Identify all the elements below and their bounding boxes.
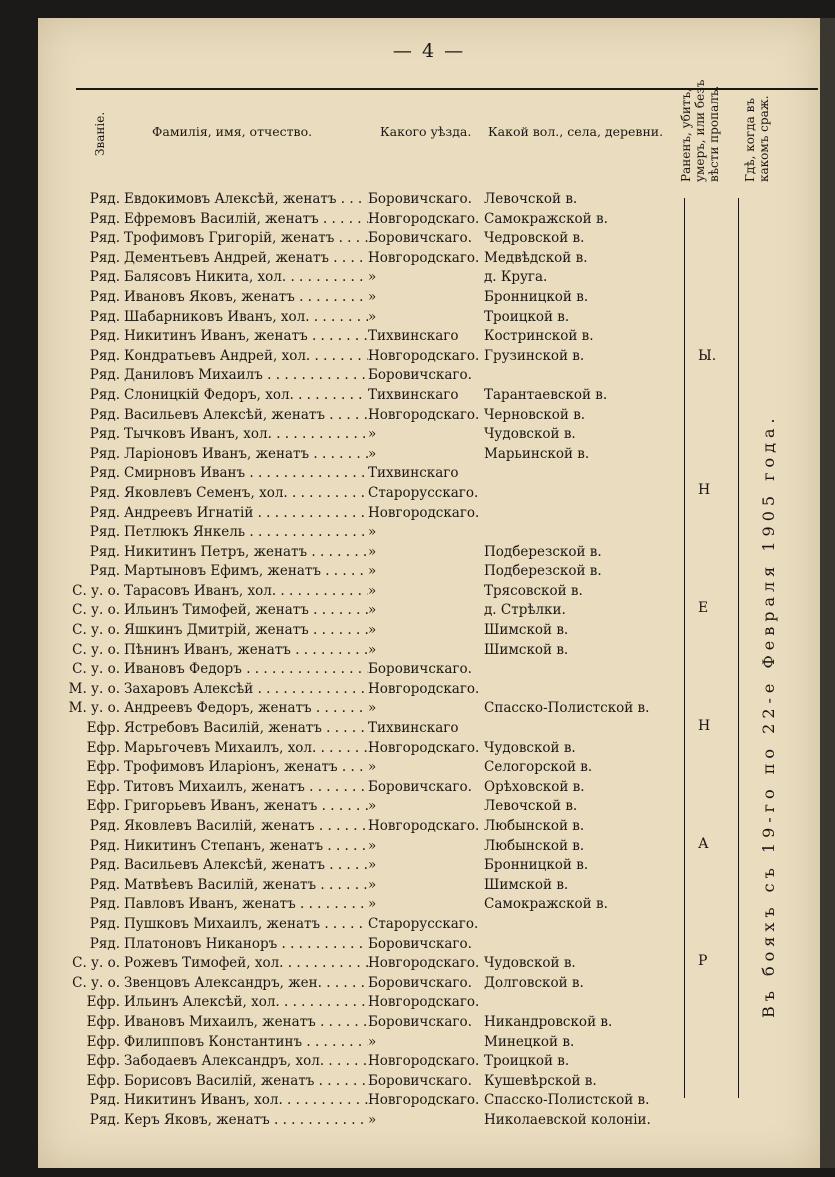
casualty-list: [38, 190, 820, 1131]
header-where-2: какомъ сраж.: [757, 95, 771, 182]
list-row: [38, 778, 820, 798]
row-rank: Ряд.: [89, 328, 120, 345]
row-uezd: »: [368, 700, 377, 717]
list-row: [38, 445, 820, 465]
header-where-1: Гдѣ, когда въ: [743, 98, 757, 182]
row-rank: М. у. о.: [68, 700, 120, 717]
row-uezd: Новгородскаго.: [368, 1092, 480, 1109]
row-name: Ефремовъ Василій, женатъ . . .: [124, 210, 368, 230]
row-name: Трофимовъ Григорій, женатъ . . .: [124, 229, 368, 249]
row-rank: Ефр.: [86, 1013, 120, 1030]
row-name: Титовъ Михаилъ, женатъ . . .: [124, 778, 368, 798]
header-rank: Званіе.: [93, 111, 107, 156]
row-uezd: »: [368, 896, 377, 913]
list-row: [38, 425, 820, 445]
row-name: Шабарниковъ Иванъ, хол. . . .: [124, 308, 368, 328]
list-row: [38, 641, 820, 661]
row-uezd: Новгородскаго.: [368, 210, 480, 227]
list-row: [38, 229, 820, 249]
row-name: Ивановъ Михаилъ, женатъ . . .: [124, 1013, 368, 1033]
row-volost: Чудовской в.: [484, 426, 576, 443]
row-rank: С. у. о.: [72, 661, 120, 678]
row-uezd: Новгородскаго.: [368, 249, 480, 266]
row-rank: Ряд.: [89, 915, 120, 932]
row-name: Трофимовъ Иларіонъ, женатъ . . .: [124, 758, 368, 778]
status-letter-3: Н: [698, 718, 711, 734]
row-volost: Орѣховской в.: [484, 778, 585, 795]
row-volost: Любынской в.: [484, 837, 585, 854]
row-name: Смирновъ Иванъ . . .: [124, 464, 368, 484]
list-row: [38, 895, 820, 915]
row-rank: Ряд.: [89, 465, 120, 482]
row-volost: Шимской в.: [484, 641, 569, 658]
row-uezd: »: [368, 426, 377, 443]
row-name: Звенцовъ Александръ, жен. . . .: [124, 974, 368, 994]
row-volost: Грузинской в.: [484, 347, 585, 364]
row-rank: Ряд.: [89, 563, 120, 580]
row-rank: Ряд.: [89, 857, 120, 874]
status-letter-4: Е: [698, 600, 709, 616]
row-volost: Шимской в.: [484, 876, 569, 893]
row-rank: С. у. о.: [72, 582, 120, 599]
row-name: Кондратьевъ Андрей, хол. . . .: [124, 347, 368, 367]
page-edge: [820, 18, 835, 1168]
list-row: [38, 915, 820, 935]
row-uezd: Боровичскаго.: [368, 661, 472, 678]
row-name: Рожевъ Тимофей, хол. . . .: [124, 954, 368, 974]
row-rank: Ряд.: [89, 876, 120, 893]
row-name: Тарасовъ Иванъ, хол. . . .: [124, 582, 368, 602]
list-row: [38, 993, 820, 1013]
row-name: Дементьевъ Андрей, женатъ . . .: [124, 249, 368, 269]
row-rank: Ряд.: [89, 543, 120, 560]
list-row: [38, 1072, 820, 1092]
row-name: Керъ Яковъ, женатъ . . .: [124, 1111, 368, 1131]
list-row: [38, 797, 820, 817]
row-volost: Бронницкой в.: [484, 288, 589, 305]
row-volost: Чудовской в.: [484, 955, 576, 972]
row-uezd: Новгородскаго.: [368, 994, 480, 1011]
row-name: Яковлевъ Василій, женатъ . . .: [124, 817, 368, 837]
row-volost: Троицкой в.: [484, 308, 570, 325]
row-name: Марьгочевъ Михаилъ, хол. . . .: [124, 739, 368, 759]
row-rank: Ефр.: [86, 798, 120, 815]
row-name: Ларіоновъ Иванъ, женатъ . . .: [124, 445, 368, 465]
row-name: Филипповъ Константинъ . . .: [124, 1033, 368, 1053]
row-uezd: Боровичскаго.: [368, 230, 472, 247]
list-row: [38, 876, 820, 896]
row-rank: Ефр.: [86, 994, 120, 1011]
list-row: [38, 856, 820, 876]
row-uezd: Боровичскаго.: [368, 191, 472, 207]
row-name: Евдокимовъ Алексѣй, женатъ . . .: [124, 190, 368, 210]
list-row: [38, 366, 820, 386]
row-uezd: Старорусскаго.: [368, 915, 479, 932]
row-uezd: »: [368, 798, 377, 815]
row-rank: Ефр.: [86, 1053, 120, 1070]
list-row: [38, 601, 820, 621]
row-uezd: »: [368, 543, 377, 560]
row-uezd: Боровичскаго.: [368, 367, 472, 384]
row-rank: Ряд.: [89, 269, 120, 286]
row-volost: Спасско-Полистской в.: [484, 1092, 650, 1109]
row-name: Яшкинъ Дмитрій, женатъ . . .: [124, 621, 368, 641]
row-volost: Шимской в.: [484, 622, 569, 639]
row-uezd: »: [368, 1111, 377, 1128]
list-row: [38, 347, 820, 367]
row-uezd: Новгородскаго.: [368, 680, 480, 697]
row-rank: Ряд.: [89, 484, 120, 501]
row-name: Платоновъ Никаноръ . . .: [124, 935, 368, 955]
row-volost: Самокражской в.: [484, 210, 608, 227]
row-volost: Подберезской в.: [484, 543, 602, 560]
list-row: [38, 1111, 820, 1131]
row-uezd: »: [368, 582, 377, 599]
row-uezd: »: [368, 445, 377, 462]
list-row: [38, 543, 820, 563]
row-rank: Ефр.: [86, 778, 120, 795]
row-rank: Ряд.: [89, 445, 120, 462]
row-rank: Ряд.: [89, 504, 120, 521]
row-uezd: »: [368, 269, 377, 286]
battle-date-text: Въ бояхъ съ 19-го по 22-е Февраля 1905 года.: [759, 413, 778, 1018]
row-volost: Любынской в.: [484, 818, 585, 834]
list-row: [38, 249, 820, 269]
list-row: [38, 268, 820, 288]
status-letter-1: Р: [698, 953, 708, 969]
row-rank: Ряд.: [89, 347, 120, 364]
header-name: Фамилія, имя, отчество.: [152, 124, 313, 139]
row-rank: Ряд.: [89, 386, 120, 403]
row-volost: Долговской в.: [484, 974, 584, 991]
status-letter-5: Н: [698, 482, 711, 498]
row-rank: Ряд.: [89, 837, 120, 854]
row-name: Никитинъ Иванъ, женатъ . . .: [124, 327, 368, 347]
row-uezd: Тихвинскаго: [368, 328, 459, 345]
row-volost: Чудовской в.: [484, 739, 576, 756]
row-rank: Ряд.: [89, 935, 120, 952]
row-name: Ильинъ Алексѣй, хол. . . .: [124, 993, 368, 1013]
row-uezd: Боровичскаго.: [368, 1072, 472, 1089]
row-rank: Ряд.: [89, 308, 120, 325]
list-row: [38, 504, 820, 524]
row-uezd: Старорусскаго.: [368, 484, 479, 501]
row-uezd: Новгородскаго.: [368, 1053, 480, 1070]
row-name: Захаровъ Алексѣй . . .: [124, 680, 368, 700]
row-rank: Ряд.: [89, 288, 120, 305]
row-volost: Чедровской в.: [484, 230, 585, 247]
row-name: Андреевъ Федоръ, женатъ . . .: [124, 699, 368, 719]
list-row: [38, 1013, 820, 1033]
row-volost: Никандровской в.: [484, 1013, 613, 1030]
header-status-1: Раненъ, убитъ,: [679, 88, 693, 182]
row-rank: Ряд.: [89, 367, 120, 384]
list-row: [38, 739, 820, 759]
row-volost: Черновской в.: [484, 406, 586, 423]
row-name: Тычковъ Иванъ, хол. . . .: [124, 425, 368, 445]
list-row: [38, 935, 820, 955]
list-row: [38, 386, 820, 406]
row-name: Даниловъ Михаилъ . . .: [124, 366, 368, 386]
row-uezd: »: [368, 602, 377, 619]
row-name: Никитинъ Иванъ, хол. . . .: [124, 1091, 368, 1111]
row-name: Слоницкій Федоръ, хол. . . .: [124, 386, 368, 406]
row-name: Васильевъ Алексѣй, женатъ . . .: [124, 856, 368, 876]
list-row: [38, 954, 820, 974]
row-uezd: »: [368, 622, 377, 639]
row-rank: С. у. о.: [72, 974, 120, 991]
row-uezd: Боровичскаго.: [368, 778, 472, 795]
row-uezd: Тихвинскаго: [368, 386, 459, 403]
row-rank: Ряд.: [89, 249, 120, 266]
row-uezd: »: [368, 857, 377, 874]
document-page: [38, 18, 820, 1168]
row-uezd: Новгородскаго.: [368, 406, 480, 423]
row-uezd: »: [368, 837, 377, 854]
list-row: [38, 719, 820, 739]
list-row: [38, 288, 820, 308]
row-rank: Ряд.: [89, 230, 120, 247]
row-rank: С. у. о.: [72, 622, 120, 639]
row-uezd: Боровичскаго.: [368, 974, 472, 991]
row-uezd: Боровичскаго.: [368, 1013, 472, 1030]
row-volost: Трясовской в.: [484, 582, 583, 599]
row-name: Ястребовъ Василій, женатъ . . .: [124, 719, 368, 739]
row-rank: Ряд.: [89, 524, 120, 541]
list-row: [38, 974, 820, 994]
list-row: [38, 523, 820, 543]
row-uezd: Тихвинскаго: [368, 720, 459, 737]
row-rank: Ряд.: [89, 1111, 120, 1128]
row-volost: Костринской в.: [484, 328, 594, 345]
row-name: Ивановъ Яковъ, женатъ . . .: [124, 288, 368, 308]
row-name: Никитинъ Степанъ, женатъ . . .: [124, 837, 368, 857]
list-row: [38, 1091, 820, 1111]
header-uezd: Какого уѣзда.: [380, 124, 472, 139]
header-volost: Какой вол., села, деревни.: [488, 124, 664, 139]
row-name: Пѣнинъ Иванъ, женатъ . . .: [124, 641, 368, 661]
row-rank: Ряд.: [89, 406, 120, 423]
row-rank: Ефр.: [86, 720, 120, 737]
row-name: Мартыновъ Ефимъ, женатъ . . .: [124, 562, 368, 582]
row-volost: Селогорской в.: [484, 759, 593, 776]
status-letter-2: А: [698, 836, 709, 852]
row-name: Васильевъ Алексѣй, женатъ . . .: [124, 406, 368, 426]
row-uezd: Тихвинскаго: [368, 465, 459, 482]
row-volost: Подберезской в.: [484, 563, 602, 580]
row-name: Забодаевъ Александръ, хол. . . .: [124, 1052, 368, 1072]
row-name: Пушковъ Михаилъ, женатъ . . .: [124, 915, 368, 935]
list-row: [38, 406, 820, 426]
row-volost: Кушевѣрской в.: [484, 1072, 597, 1089]
row-rank: С. у. о.: [72, 602, 120, 619]
row-name: Матвѣевъ Василій, женатъ . . .: [124, 876, 368, 896]
row-name: Балясовъ Никита, хол. . . .: [124, 268, 368, 288]
list-row: [38, 327, 820, 347]
row-name: Павловъ Иванъ, женатъ . . .: [124, 895, 368, 915]
row-rank: С. у. о.: [72, 955, 120, 972]
row-name: Ильинъ Тимофей, женатъ . . .: [124, 601, 368, 621]
row-uezd: »: [368, 308, 377, 325]
list-row: [38, 817, 820, 837]
list-row: [38, 464, 820, 484]
list-row: [38, 837, 820, 857]
row-uezd: »: [368, 1033, 377, 1050]
row-uezd: Новгородскаго.: [368, 504, 480, 521]
row-uezd: »: [368, 759, 377, 776]
page-number: — 4 —: [392, 40, 466, 62]
list-row: [38, 621, 820, 641]
row-rank: Ряд.: [89, 191, 120, 207]
list-row: [38, 1033, 820, 1053]
row-volost: Николаевской колоніи.: [484, 1111, 651, 1128]
row-volost: Минецкой в.: [484, 1033, 575, 1050]
row-rank: Ефр.: [86, 759, 120, 776]
row-uezd: »: [368, 288, 377, 305]
row-rank: Ефр.: [86, 1072, 120, 1089]
row-volost: Бронницкой в.: [484, 857, 589, 874]
list-row: [38, 758, 820, 778]
row-volost: Левочской в.: [484, 191, 578, 207]
row-uezd: Новгородскаго.: [368, 347, 480, 364]
row-uezd: Боровичскаго.: [368, 935, 472, 952]
row-volost: д. Стрѣлки.: [484, 602, 566, 619]
row-uezd: Новгородскаго.: [368, 818, 480, 834]
list-row: [38, 699, 820, 719]
row-rank: Ряд.: [89, 1092, 120, 1109]
row-volost: Троицкой в.: [484, 1053, 570, 1070]
list-row: [38, 484, 820, 504]
list-row: [38, 210, 820, 230]
row-volost: Тарантаевской в.: [484, 386, 608, 403]
row-uezd: »: [368, 641, 377, 658]
status-letter-6: Ы.: [698, 348, 717, 364]
header-status-2: умеръ, или безъ: [693, 79, 707, 182]
list-row: [38, 562, 820, 582]
list-row: [38, 582, 820, 602]
list-row: [38, 190, 820, 210]
row-uezd: »: [368, 563, 377, 580]
row-uezd: »: [368, 524, 377, 541]
row-uezd: »: [368, 876, 377, 893]
row-name: Григорьевъ Иванъ, женатъ . . .: [124, 797, 368, 817]
row-name: Петлюкъ Янкель . . .: [124, 523, 368, 543]
row-rank: Ефр.: [86, 1033, 120, 1050]
list-row: [38, 308, 820, 328]
list-row: [38, 1052, 820, 1072]
header-status-3: вѣсти пропалъ.: [707, 85, 721, 182]
row-name: Яковлевъ Семенъ, хол. . . .: [124, 484, 368, 504]
row-rank: Ряд.: [89, 896, 120, 913]
row-rank: Ряд.: [89, 210, 120, 227]
row-name: Ивановъ Федоръ . . .: [124, 660, 368, 680]
row-volost: Самокражской в.: [484, 896, 608, 913]
row-uezd: Новгородскаго.: [368, 739, 480, 756]
row-volost: Левочской в.: [484, 798, 578, 815]
row-volost: Марьинской в.: [484, 445, 590, 462]
row-name: Никитинъ Петръ, женатъ . . .: [124, 543, 368, 563]
list-row: [38, 660, 820, 680]
row-name: Андреевъ Игнатій . . .: [124, 504, 368, 524]
row-rank: Ряд.: [89, 426, 120, 443]
row-volost: Медвѣдской в.: [484, 249, 588, 266]
row-rank: Ряд.: [89, 818, 120, 834]
list-row: [38, 680, 820, 700]
row-name: Борисовъ Василій, женатъ . . .: [124, 1072, 368, 1092]
row-rank: М. у. о.: [68, 680, 120, 697]
row-volost: д. Круга.: [484, 269, 548, 286]
row-volost: Спасско-Полистской в.: [484, 700, 650, 717]
row-rank: Ефр.: [86, 739, 120, 756]
row-uezd: Новгородскаго.: [368, 955, 480, 972]
row-rank: С. у. о.: [72, 641, 120, 658]
